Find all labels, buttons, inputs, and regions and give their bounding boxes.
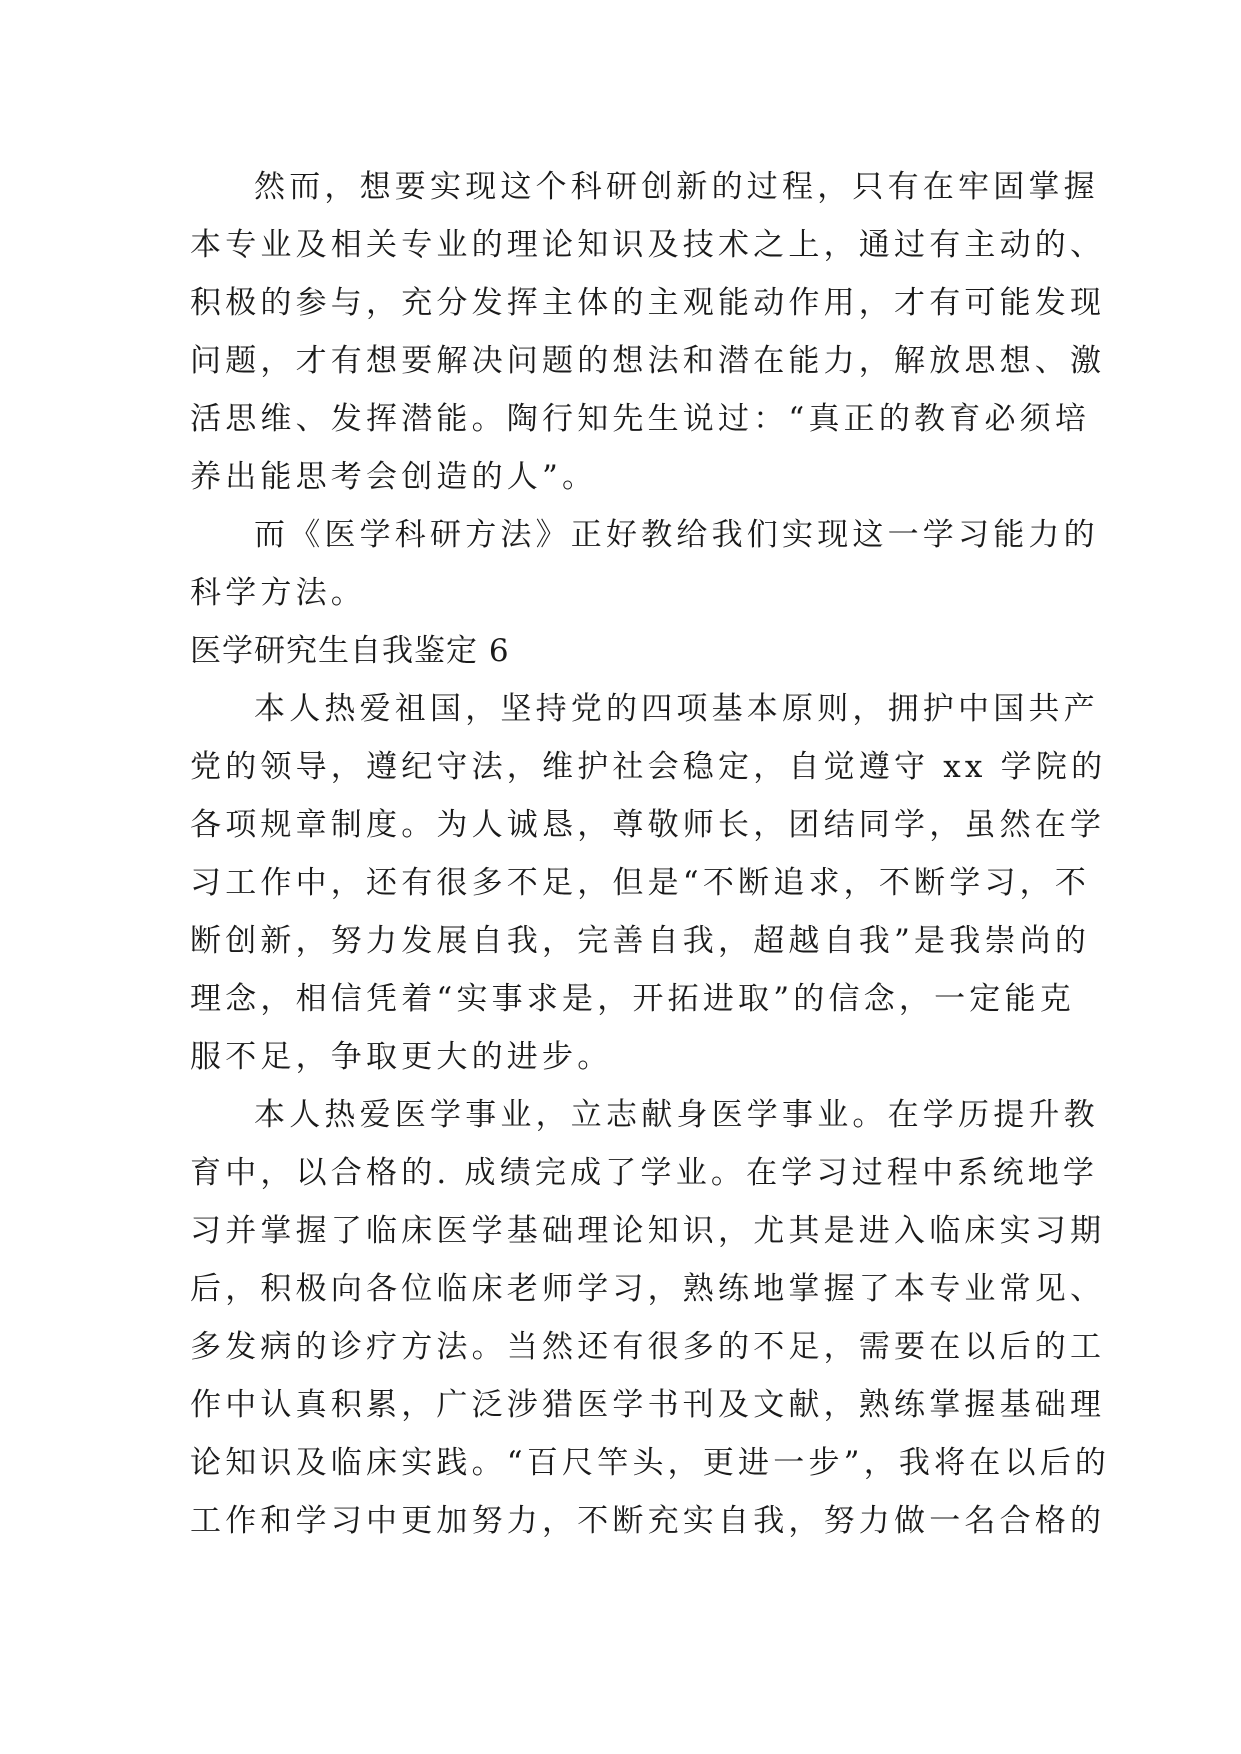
paragraph-line: 作中认真积累，广泛涉猎医学书刊及文献，熟练掌握基础理 <box>190 1387 1106 1423</box>
paragraph-line: 多发病的诊疗方法。当然还有很多的不足，需要在以后的工 <box>190 1329 1106 1365</box>
paragraph-line: 理念，相信凭着“实事求是，开拓进取”的信念，一定能克 <box>190 981 1075 1017</box>
paragraph-line: 而《医学科研方法》正好教给我们实现这一学习能力的 <box>254 517 1099 553</box>
paragraph-line: 问题，才有想要解决问题的想法和潜在能力，解放思想、激 <box>190 343 1106 379</box>
paragraph-line: 本人热爱医学事业，立志献身医学事业。在学历提升教 <box>254 1097 1099 1133</box>
paragraph-line: 积极的参与，充分发挥主体的主观能动作用，才有可能发现 <box>190 285 1106 321</box>
paragraph-line: 养出能思考会创造的人”。 <box>190 459 598 495</box>
paragraph-line: 本专业及相关专业的理论知识及技术之上，通过有主动的、 <box>190 227 1106 263</box>
paragraph-line: 断创新，努力发展自我，完善自我，超越自我”是我崇尚的 <box>190 923 1091 959</box>
section-heading: 医学研究生自我鉴定 6 <box>190 633 510 669</box>
paragraph-line: 党的领导，遵纪守法，维护社会稳定，自觉遵守 xx 学院的 <box>190 749 1107 785</box>
paragraph-line: 科学方法。 <box>190 575 366 611</box>
paragraph-line: 各项规章制度。为人诚恳，尊敬师长，团结同学，虽然在学 <box>190 807 1106 843</box>
paragraph-line: 习工作中，还有很多不足，但是“不断追求，不断学习，不 <box>190 865 1091 901</box>
paragraph-line: 工作和学习中更加努力，不断充实自我，努力做一名合格的 <box>190 1503 1106 1539</box>
paragraph-line: 服不足，争取更大的进步。 <box>190 1039 613 1075</box>
paragraph-line: 然而，想要实现这个科研创新的过程，只有在牢固掌握 <box>254 169 1099 205</box>
paragraph-line: 活思维、发挥潜能。陶行知先生说过：“真正的教育必须培 <box>190 401 1091 437</box>
paragraph-line: 本人热爱祖国，坚持党的四项基本原则，拥护中国共产 <box>254 691 1099 727</box>
paragraph-line: 后，积极向各位临床老师学习，熟练地掌握了本专业常见、 <box>190 1271 1106 1307</box>
paragraph-line: 论知识及临床实践。“百尺竿头，更进一步”，我将在以后的 <box>190 1445 1111 1481</box>
paragraph-line: 育中，以合格的. 成绩完成了学业。在学习过程中系统地学 <box>190 1155 1099 1191</box>
paragraph-line: 习并掌握了临床医学基础理论知识，尤其是进入临床实习期 <box>190 1213 1106 1249</box>
